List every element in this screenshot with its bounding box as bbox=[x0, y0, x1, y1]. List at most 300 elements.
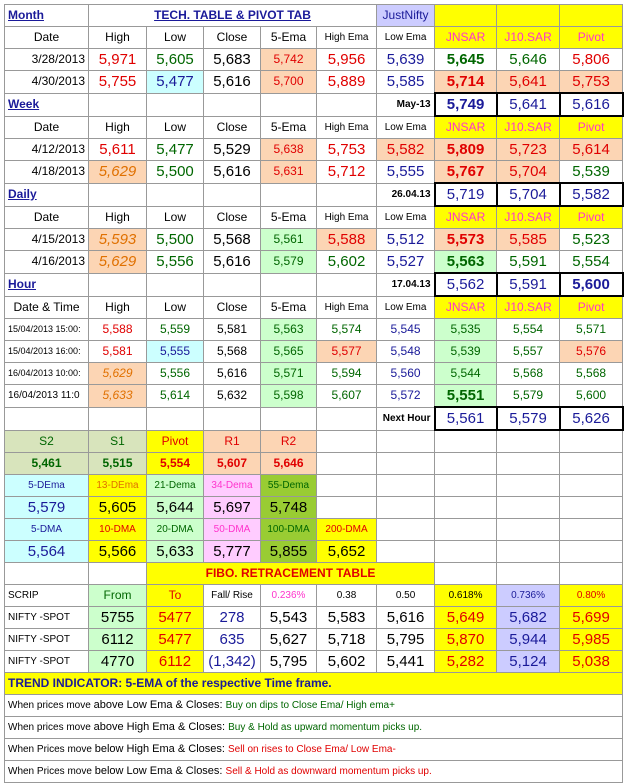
table-cell: 5,795 bbox=[377, 629, 435, 651]
table-cell: 34-Dema bbox=[204, 475, 261, 497]
table-cell: 5,124 bbox=[497, 651, 560, 673]
table-row bbox=[5, 251, 623, 274]
table-cell: 5,605 bbox=[147, 49, 204, 71]
empty-cell bbox=[560, 453, 623, 475]
empty-cell bbox=[89, 183, 147, 206]
table-cell: 5,632 bbox=[204, 385, 261, 408]
empty-cell bbox=[204, 183, 261, 206]
table-cell: 5,633 bbox=[147, 541, 204, 563]
table-cell: Low Ema bbox=[377, 206, 435, 229]
table-cell: 0.80% bbox=[560, 585, 623, 607]
table-cell: 5,699 bbox=[560, 607, 623, 629]
table-cell: 5,563 bbox=[261, 319, 317, 341]
table-title: TECH. TABLE & PIVOT TAB bbox=[89, 5, 377, 27]
table-cell: 5,561 bbox=[435, 407, 497, 430]
empty-cell bbox=[89, 563, 147, 585]
table-cell: 278 bbox=[204, 607, 261, 629]
table-cell: 5,742 bbox=[261, 49, 317, 71]
table-cell: 3/28/2013 bbox=[5, 49, 89, 71]
table-cell: To bbox=[147, 585, 204, 607]
table-cell: 5,697 bbox=[204, 497, 261, 519]
table-cell: 5,600 bbox=[560, 385, 623, 408]
table-cell: J10.SAR bbox=[497, 206, 560, 229]
table-cell: 5,753 bbox=[317, 139, 377, 161]
note-row bbox=[5, 717, 623, 739]
table-cell: 5,559 bbox=[147, 319, 204, 341]
empty-cell bbox=[497, 497, 560, 519]
table-cell: 5-DEma bbox=[5, 475, 89, 497]
empty-cell bbox=[435, 5, 497, 27]
empty-cell bbox=[560, 519, 623, 541]
table-cell: 16/04/2013 11:0 bbox=[5, 385, 89, 408]
table-cell: 5755 bbox=[89, 607, 147, 629]
table-cell: 6112 bbox=[89, 629, 147, 651]
empty-cell bbox=[261, 93, 317, 116]
section-daily: Daily bbox=[5, 183, 89, 206]
table-cell: 5477 bbox=[147, 607, 204, 629]
table-cell: 5,631 bbox=[261, 161, 317, 184]
empty-cell bbox=[377, 497, 435, 519]
table-cell: 6112 bbox=[147, 651, 204, 673]
empty-cell bbox=[497, 5, 560, 27]
table-cell: 5,682 bbox=[497, 607, 560, 629]
table-cell: 5,560 bbox=[377, 363, 435, 385]
table-cell: 5,529 bbox=[204, 139, 261, 161]
table-cell: Low bbox=[147, 27, 204, 49]
table-cell: 15/04/2013 15:00: bbox=[5, 319, 89, 341]
table-cell: 5,607 bbox=[317, 385, 377, 408]
table-cell: 5,588 bbox=[317, 229, 377, 251]
table-cell: 5,644 bbox=[147, 497, 204, 519]
empty-cell bbox=[147, 273, 204, 296]
empty-cell bbox=[435, 475, 497, 497]
empty-cell: When prices move above Low Ema & Closes: Buy on dips to Close Ema/ High ema+ bbox=[5, 695, 623, 717]
empty-cell bbox=[317, 273, 377, 296]
section-week: Week bbox=[5, 93, 89, 116]
table-cell: 5,556 bbox=[147, 251, 204, 274]
table-cell: 5,641 bbox=[497, 71, 560, 94]
table-cell: R1 bbox=[204, 430, 261, 453]
table-cell: 5,614 bbox=[560, 139, 623, 161]
table-row bbox=[5, 71, 623, 94]
table-cell: 5,629 bbox=[89, 363, 147, 385]
table-cell: High Ema bbox=[317, 116, 377, 139]
week-period: May-13 bbox=[377, 93, 435, 116]
empty-cell bbox=[204, 407, 261, 430]
empty-cell bbox=[204, 93, 261, 116]
empty-cell bbox=[317, 93, 377, 116]
empty-cell bbox=[560, 5, 623, 27]
table-cell: NIFTY -SPOT bbox=[5, 629, 89, 651]
table-cell: 21-Dema bbox=[147, 475, 204, 497]
empty-cell bbox=[147, 407, 204, 430]
table-cell: High bbox=[89, 27, 147, 49]
table-cell: 5,555 bbox=[147, 341, 204, 363]
table-cell: 5,585 bbox=[497, 229, 560, 251]
table-cell: 16/04/2013 10:00: bbox=[5, 363, 89, 385]
table-row bbox=[5, 341, 623, 363]
table-cell: 5,593 bbox=[89, 229, 147, 251]
table-cell: Pivot bbox=[560, 206, 623, 229]
table-cell: 5,581 bbox=[204, 319, 261, 341]
table-cell: 5,616 bbox=[204, 161, 261, 184]
table-cell: 5,579 bbox=[497, 407, 560, 430]
table-cell: 5,748 bbox=[261, 497, 317, 519]
table-cell: 5,616 bbox=[204, 251, 261, 274]
table-cell: 5,539 bbox=[435, 341, 497, 363]
empty-cell bbox=[147, 93, 204, 116]
empty-cell bbox=[317, 453, 377, 475]
fibo-title: FIBO. RETRACEMENT TABLE bbox=[147, 563, 435, 585]
table-cell: 5,638 bbox=[261, 139, 317, 161]
table-cell: 5,582 bbox=[560, 183, 623, 206]
table-cell: 5,704 bbox=[497, 183, 560, 206]
empty-cell bbox=[435, 453, 497, 475]
empty-cell bbox=[497, 430, 560, 453]
empty-cell bbox=[261, 273, 317, 296]
table-cell: 5,646 bbox=[261, 453, 317, 475]
empty-cell bbox=[5, 563, 89, 585]
table-cell: 5,649 bbox=[435, 607, 497, 629]
table-cell: 5,944 bbox=[497, 629, 560, 651]
table-cell: SCRIP bbox=[5, 585, 89, 607]
table-cell: R2 bbox=[261, 430, 317, 453]
table-cell: 5,704 bbox=[497, 161, 560, 184]
table-cell: Pivot bbox=[560, 27, 623, 49]
empty-cell bbox=[435, 563, 497, 585]
column-header-row bbox=[5, 206, 623, 229]
table-cell: 5,574 bbox=[317, 319, 377, 341]
table-cell: 5,870 bbox=[435, 629, 497, 651]
empty-cell bbox=[261, 183, 317, 206]
table-cell: 5,719 bbox=[435, 183, 497, 206]
table-cell: J10.SAR bbox=[497, 116, 560, 139]
dema-labels bbox=[5, 475, 623, 497]
table-cell: 5,554 bbox=[497, 319, 560, 341]
table-cell: 0.736% bbox=[497, 585, 560, 607]
table-cell: 5,564 bbox=[5, 541, 89, 563]
table-cell: From bbox=[89, 585, 147, 607]
table-cell: 5,712 bbox=[317, 161, 377, 184]
empty-cell bbox=[317, 430, 377, 453]
table-cell: 5,500 bbox=[147, 229, 204, 251]
table-cell: 5,551 bbox=[435, 385, 497, 408]
table-cell: Low Ema bbox=[377, 116, 435, 139]
table-cell: 5-DMA bbox=[5, 519, 89, 541]
table-cell: 5,038 bbox=[560, 651, 623, 673]
table-cell: 5,633 bbox=[89, 385, 147, 408]
section-month: Month bbox=[5, 5, 89, 27]
empty-cell bbox=[317, 475, 377, 497]
empty-cell bbox=[497, 453, 560, 475]
table-cell: 5,512 bbox=[377, 229, 435, 251]
empty-cell bbox=[377, 475, 435, 497]
dema-values bbox=[5, 497, 623, 519]
table-cell: 5,956 bbox=[317, 49, 377, 71]
table-cell: 5,573 bbox=[435, 229, 497, 251]
table-cell: Fall/ Rise bbox=[204, 585, 261, 607]
empty-cell bbox=[560, 497, 623, 519]
table-cell: High bbox=[89, 206, 147, 229]
table-cell: 5,579 bbox=[497, 385, 560, 408]
table-cell: 5,777 bbox=[204, 541, 261, 563]
table-cell: 5-Ema bbox=[261, 27, 317, 49]
table-cell: Date & Time bbox=[5, 296, 89, 319]
table-cell: Pivot bbox=[147, 430, 204, 453]
empty-cell bbox=[89, 93, 147, 116]
table-cell: 55-Dema bbox=[261, 475, 317, 497]
table-cell: 200-DMA bbox=[317, 519, 377, 541]
table-cell: 5-Ema bbox=[261, 206, 317, 229]
table-cell: NIFTY -SPOT bbox=[5, 651, 89, 673]
table-cell: S1 bbox=[89, 430, 147, 453]
table-cell: J10.SAR bbox=[497, 296, 560, 319]
empty-cell bbox=[560, 430, 623, 453]
table-cell: 5,614 bbox=[147, 385, 204, 408]
empty-cell: When Prices move below Low Ema & Closes: Sell & Hold as downward momentum picks up. bbox=[5, 761, 623, 783]
table-cell: Low bbox=[147, 116, 204, 139]
empty-cell bbox=[377, 453, 435, 475]
table-cell: Date bbox=[5, 27, 89, 49]
table-cell: 5,626 bbox=[560, 407, 623, 430]
table-cell: 0.50 bbox=[377, 585, 435, 607]
table-row bbox=[5, 49, 623, 71]
table-cell: 5,598 bbox=[261, 385, 317, 408]
table-cell: Date bbox=[5, 206, 89, 229]
next-hour-label: Next Hour bbox=[377, 407, 435, 430]
table-cell: 5,809 bbox=[435, 139, 497, 161]
table-cell: 5,629 bbox=[89, 161, 147, 184]
table-cell: Close bbox=[204, 116, 261, 139]
empty-cell bbox=[497, 563, 560, 585]
table-cell: (1,342) bbox=[204, 651, 261, 673]
table-cell: 635 bbox=[204, 629, 261, 651]
table-cell: 5,566 bbox=[89, 541, 147, 563]
trend-indicator: TREND INDICATOR: 5-EMA of the respective Time frame. bbox=[5, 673, 623, 695]
table-cell: 5,554 bbox=[560, 251, 623, 274]
table-cell: JNSAR bbox=[435, 296, 497, 319]
table-cell: 5,576 bbox=[560, 341, 623, 363]
table-cell: 5,588 bbox=[89, 319, 147, 341]
table-cell: 5,971 bbox=[89, 49, 147, 71]
table-cell: 5-Ema bbox=[261, 296, 317, 319]
table-cell: 5,591 bbox=[497, 273, 560, 296]
table-row bbox=[5, 363, 623, 385]
table-cell: High bbox=[89, 296, 147, 319]
table-cell: 5,611 bbox=[89, 139, 147, 161]
fibo-header-row bbox=[5, 585, 623, 607]
empty-cell bbox=[147, 183, 204, 206]
table-cell: High Ema bbox=[317, 296, 377, 319]
empty-cell bbox=[560, 475, 623, 497]
table-cell: 5,583 bbox=[317, 607, 377, 629]
table-cell: 5,441 bbox=[377, 651, 435, 673]
empty-cell bbox=[497, 519, 560, 541]
table-cell: 5,755 bbox=[89, 71, 147, 94]
empty-cell bbox=[435, 497, 497, 519]
dma-values bbox=[5, 541, 623, 563]
table-cell: 20-DMA bbox=[147, 519, 204, 541]
table-cell: Pivot bbox=[560, 296, 623, 319]
table-cell: 5,500 bbox=[147, 161, 204, 184]
table-cell: 5,714 bbox=[435, 71, 497, 94]
table-cell: NIFTY -SPOT bbox=[5, 607, 89, 629]
empty-cell bbox=[560, 541, 623, 563]
empty-cell bbox=[317, 497, 377, 519]
table-cell: 5,282 bbox=[435, 651, 497, 673]
table-cell: 5,572 bbox=[377, 385, 435, 408]
table-row bbox=[5, 139, 623, 161]
pivot-table-sheet bbox=[4, 4, 624, 783]
note-row bbox=[5, 761, 623, 783]
table-cell: 5,616 bbox=[377, 607, 435, 629]
table-cell: 4770 bbox=[89, 651, 147, 673]
column-header-row bbox=[5, 116, 623, 139]
table-row bbox=[5, 161, 623, 184]
table-row bbox=[5, 229, 623, 251]
table-cell: Low bbox=[147, 296, 204, 319]
table-cell: 4/16/2013 bbox=[5, 251, 89, 274]
table-cell: 5,515 bbox=[89, 453, 147, 475]
empty-cell bbox=[435, 430, 497, 453]
note-row bbox=[5, 695, 623, 717]
table-cell: 5,527 bbox=[377, 251, 435, 274]
table-cell: 5,461 bbox=[5, 453, 89, 475]
table-cell: 5,985 bbox=[560, 629, 623, 651]
table-cell: 5,477 bbox=[147, 139, 204, 161]
table-cell: Low Ema bbox=[377, 27, 435, 49]
table-cell: 5,563 bbox=[435, 251, 497, 274]
table-cell: 5,579 bbox=[261, 251, 317, 274]
table-cell: High Ema bbox=[317, 27, 377, 49]
empty-cell bbox=[560, 563, 623, 585]
table-cell: 5,568 bbox=[204, 229, 261, 251]
empty-cell bbox=[5, 407, 89, 430]
table-cell: 5,616 bbox=[560, 93, 623, 116]
table-cell: J10.SAR bbox=[497, 27, 560, 49]
column-header-row bbox=[5, 27, 623, 49]
table-cell: Close bbox=[204, 27, 261, 49]
table-cell: 4/30/2013 bbox=[5, 71, 89, 94]
hour-period: 17.04.13 bbox=[377, 273, 435, 296]
table-cell: 5,571 bbox=[560, 319, 623, 341]
table-cell: 5,749 bbox=[435, 93, 497, 116]
table-cell: 5,652 bbox=[317, 541, 377, 563]
table-cell: JNSAR bbox=[435, 27, 497, 49]
table-cell: 5,568 bbox=[560, 363, 623, 385]
table-row bbox=[5, 319, 623, 341]
table-cell: 5,639 bbox=[377, 49, 435, 71]
empty-cell bbox=[317, 407, 377, 430]
table-cell: 5,753 bbox=[560, 71, 623, 94]
empty-cell bbox=[204, 273, 261, 296]
table-cell: 5,602 bbox=[317, 251, 377, 274]
table-cell: 13-DEma bbox=[89, 475, 147, 497]
table-cell: 5,535 bbox=[435, 319, 497, 341]
table-cell: 5,544 bbox=[435, 363, 497, 385]
empty-cell: When prices move above High Ema & Closes: Buy & Hold as upward momentum picks up. bbox=[5, 717, 623, 739]
table-cell: Close bbox=[204, 296, 261, 319]
table-cell: 5,700 bbox=[261, 71, 317, 94]
table-cell: 5,543 bbox=[261, 607, 317, 629]
column-header-row bbox=[5, 296, 623, 319]
table-cell: 5,548 bbox=[377, 341, 435, 363]
table-cell: 5477 bbox=[147, 629, 204, 651]
table-cell: 5,855 bbox=[261, 541, 317, 563]
table-cell: 5,556 bbox=[147, 363, 204, 385]
table-cell: 5,646 bbox=[497, 49, 560, 71]
table-row bbox=[5, 651, 623, 673]
table-cell: 5,562 bbox=[435, 273, 497, 296]
table-cell: 5,568 bbox=[497, 363, 560, 385]
table-cell: 5,645 bbox=[435, 49, 497, 71]
table-cell: 5,806 bbox=[560, 49, 623, 71]
table-cell: 4/18/2013 bbox=[5, 161, 89, 184]
table-cell: 5,523 bbox=[560, 229, 623, 251]
empty-cell bbox=[317, 183, 377, 206]
table-cell: 4/15/2013 bbox=[5, 229, 89, 251]
table-cell: 0.38 bbox=[317, 585, 377, 607]
table-cell: 5,582 bbox=[377, 139, 435, 161]
table-cell: 5,561 bbox=[261, 229, 317, 251]
table-cell: 5,581 bbox=[89, 341, 147, 363]
table-cell: 5,723 bbox=[497, 139, 560, 161]
table-cell: Low Ema bbox=[377, 296, 435, 319]
table-cell: 4/12/2013 bbox=[5, 139, 89, 161]
table-row bbox=[5, 607, 623, 629]
empty-cell bbox=[377, 519, 435, 541]
table-cell: 50-DMA bbox=[204, 519, 261, 541]
table-cell: JNSAR bbox=[435, 116, 497, 139]
dma-labels bbox=[5, 519, 623, 541]
table-cell: High bbox=[89, 116, 147, 139]
section-hour: Hour bbox=[5, 273, 89, 296]
brand-label: JustNifty bbox=[377, 5, 435, 27]
daily-period: 26.04.13 bbox=[377, 183, 435, 206]
table-cell: 5,795 bbox=[261, 651, 317, 673]
empty-cell bbox=[377, 430, 435, 453]
table-cell: S2 bbox=[5, 430, 89, 453]
table-cell: 5,605 bbox=[89, 497, 147, 519]
table-cell: 5,683 bbox=[204, 49, 261, 71]
table-cell: Low bbox=[147, 206, 204, 229]
pivot-level-labels bbox=[5, 430, 623, 453]
table-cell: 100-DMA bbox=[261, 519, 317, 541]
table-cell: 5,539 bbox=[560, 161, 623, 184]
table-cell: 5,616 bbox=[204, 363, 261, 385]
table-cell: Close bbox=[204, 206, 261, 229]
table-cell: 5,627 bbox=[261, 629, 317, 651]
table-row bbox=[5, 385, 623, 408]
table-cell: 5,591 bbox=[497, 251, 560, 274]
table-cell: 5,545 bbox=[377, 319, 435, 341]
empty-cell bbox=[377, 541, 435, 563]
empty-cell bbox=[89, 273, 147, 296]
table-cell: 5,577 bbox=[317, 341, 377, 363]
table-cell: Date bbox=[5, 116, 89, 139]
empty-cell: When Prices move below High Ema & Closes: Sell on rises to Close Ema/ Low Ema- bbox=[5, 739, 623, 761]
note-row bbox=[5, 739, 623, 761]
table-cell: 15/04/2013 16:00: bbox=[5, 341, 89, 363]
table-cell: 5,600 bbox=[560, 273, 623, 296]
empty-cell bbox=[435, 519, 497, 541]
empty-cell bbox=[497, 475, 560, 497]
empty-cell bbox=[261, 407, 317, 430]
table-cell: 5-Ema bbox=[261, 116, 317, 139]
table-cell: 5,571 bbox=[261, 363, 317, 385]
table-cell: 5,554 bbox=[147, 453, 204, 475]
pivot-level-values bbox=[5, 453, 623, 475]
